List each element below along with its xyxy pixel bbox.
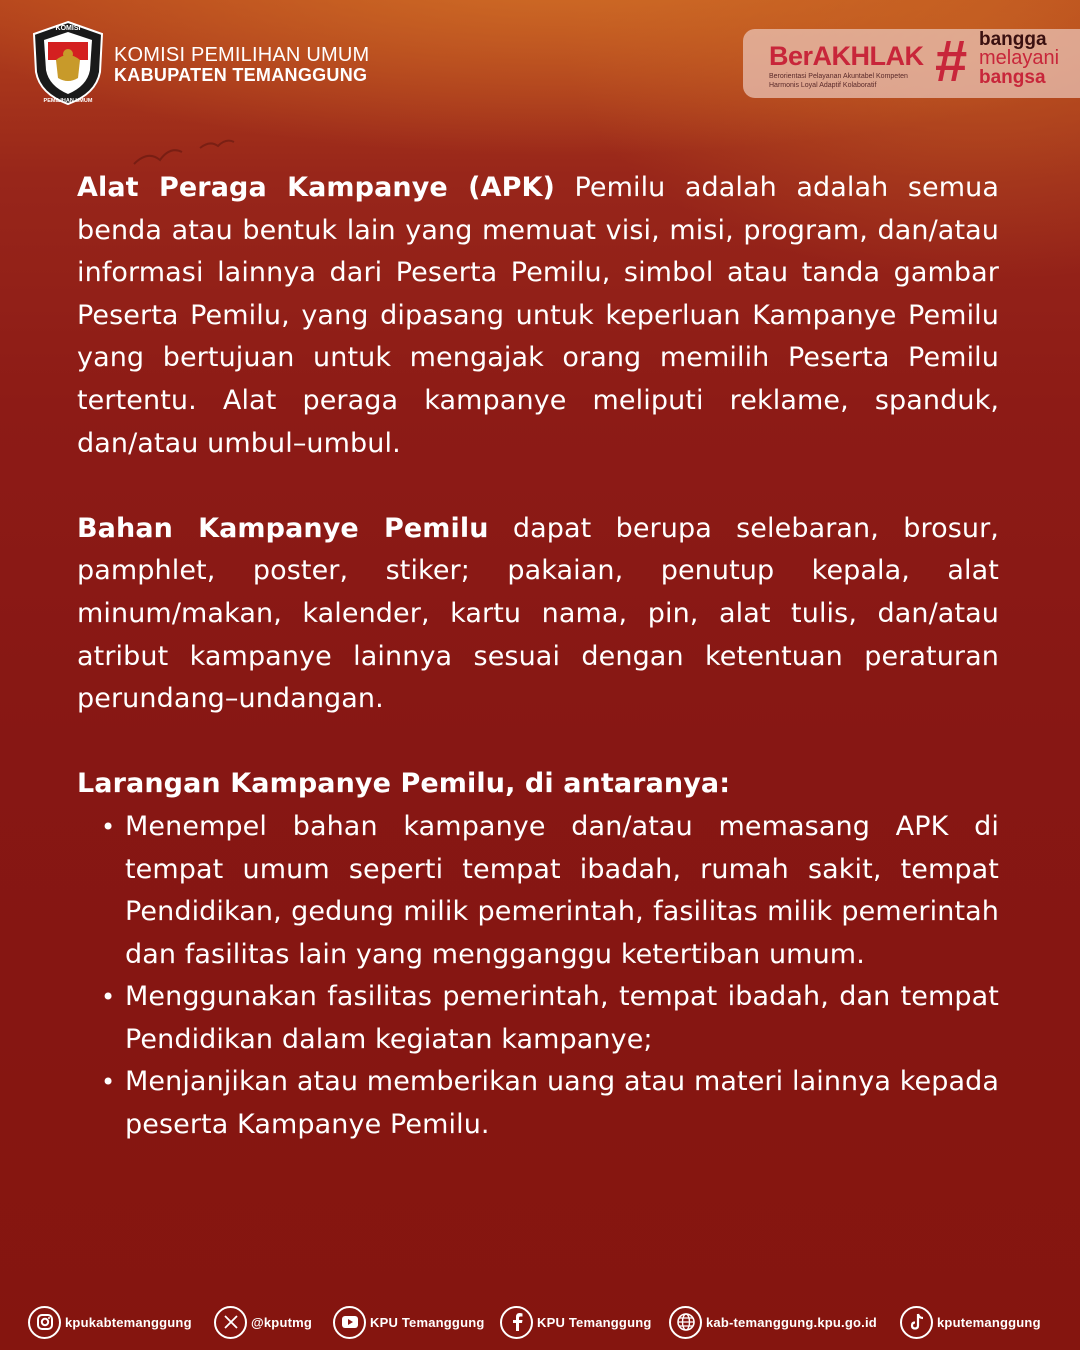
badge-line3: bangsa: [979, 67, 1046, 88]
x-icon: [214, 1306, 247, 1339]
social-facebook[interactable]: [500, 1300, 652, 1344]
social-tiktok[interactable]: [900, 1300, 1041, 1344]
globe-icon: [669, 1306, 702, 1339]
term-bahan: Bahan Kampanye Pemilu: [77, 512, 489, 544]
facebook-icon: [500, 1306, 533, 1339]
tiktok-handle: kputemanggung: [937, 1314, 1041, 1330]
org-line1: KOMISI PEMILIHAN UMUM: [114, 44, 370, 66]
paragraph-bahan-text: dapat berupa selebaran, brosur, pamphlet, poster, stiker; pakaian, penutup kepala, alat minum/makan, kalender, kartu nama, pin, alat tulis, dan/atau atribut kampanye lainnya sesuai dengan ketentuan peraturan perundang–undangan.: [77, 512, 999, 715]
logo-ring-top: KOMISI: [55, 25, 81, 32]
instagram-handle: kpukabtemanggung: [65, 1314, 192, 1330]
list-item: • Menempel bahan kampanye dan/atau memasang APK di tempat umum seperti tempat ibadah, rumah sakit, tempat Pendidikan, gedung milik pemerintah, fasilitas milik pemerintah dan fasilitas lain yang mengganggu ketertiban umum.: [125, 806, 999, 976]
kpu-logo: [30, 20, 106, 106]
header: [0, 0, 1080, 120]
hashtag-icon: #: [935, 29, 968, 94]
youtube-handle: KPU Temanggung: [370, 1314, 485, 1330]
badge-line2: melayani: [979, 47, 1060, 69]
paragraph-bahan: [77, 508, 999, 721]
youtube-icon: [333, 1306, 366, 1339]
social-instagram[interactable]: [28, 1300, 192, 1344]
berakhlak-subtitle: Berorientasi Pelayanan Akuntabel Kompeten Harmonis Loyal Adaptif Kolaboratif: [769, 73, 908, 89]
instagram-icon: [28, 1306, 61, 1339]
tiktok-icon: [900, 1306, 933, 1339]
website-url: kab-temanggung.kpu.go.id: [706, 1314, 877, 1330]
berakhlak-wordmark: BerAKHLAK: [769, 41, 924, 71]
logo-ring-bottom: PEMILIHAN UMUM: [43, 98, 93, 104]
rules-list: [125, 806, 999, 1147]
paragraph-apk-text: Pemilu adalah adalah semua benda atau bentuk lain yang memuat visi, misi, program, dan/atau informasi lainnya dari Peserta Pemilu, simbol atau tanda gambar Peserta Pemilu, yang dipasang untuk keperluan Kampanye Pemilu yang bertujuan untuk mengajak orang memilih Peserta Pemilu tertentu. Alat peraga kampanye meliputi reklame, spanduk, dan/atau umbul–umbul.: [77, 172, 999, 459]
section-heading: Larangan Kampanye Pemilu, di antaranya:: [77, 768, 731, 800]
social-youtube[interactable]: [333, 1300, 485, 1344]
list-item: • Menjanjikan atau memberikan uang atau materi lainnya kepada peserta Kampanye Pemilu.: [125, 1061, 999, 1146]
org-line2: KABUPATEN TEMANGGUNG: [114, 65, 368, 85]
social-footer: [0, 1300, 1080, 1344]
list-item: • Menggunakan fasilitas pemerintah, tempat ibadah, dan tempat Pendidikan dalam kegiatan kampanye;: [125, 976, 999, 1061]
social-x[interactable]: [214, 1300, 312, 1344]
bangga-melayani-bangsa: [979, 30, 1059, 87]
org-name: [114, 44, 369, 85]
main-content: [77, 167, 999, 1147]
berakhlak-badge: [743, 29, 1080, 98]
x-handle: @kputmg: [251, 1314, 313, 1330]
term-apk: Alat Peraga Kampanye (APK): [77, 172, 555, 203]
badge-line1: bangga: [979, 29, 1047, 50]
paragraph-apk: [77, 167, 999, 465]
facebook-handle: KPU Temanggung: [537, 1314, 652, 1330]
social-website[interactable]: [669, 1300, 877, 1344]
